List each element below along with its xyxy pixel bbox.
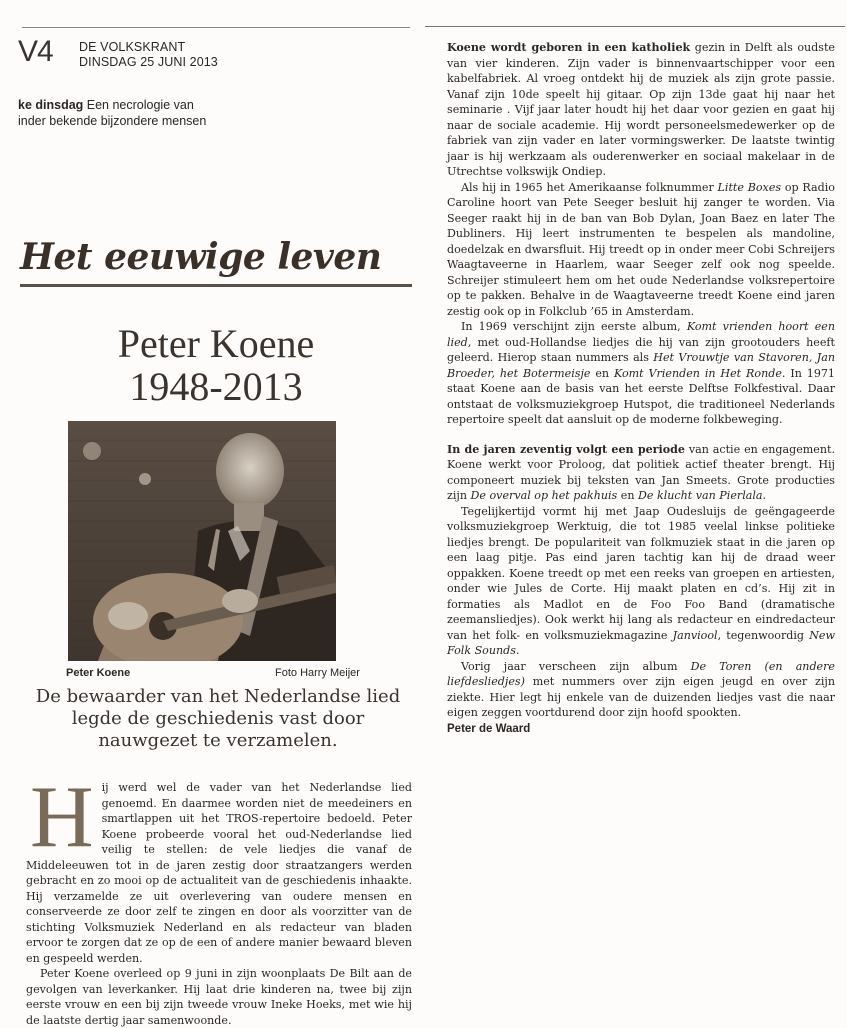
series-title-rule bbox=[20, 284, 412, 287]
section-gap bbox=[447, 428, 835, 442]
section-kicker bbox=[18, 97, 348, 129]
masthead bbox=[79, 40, 218, 70]
portrait-photo bbox=[68, 421, 336, 661]
paragraph: Peter Koene overleed op 9 juni in zijn woonplaats De Bilt aan de gevolgen van leverkanker. Hij laat drie kinderen na, twee bij zijn eerste vrouw en een bij zijn tweede vrouw Ineke Hoeks, met wie hij de laatste dertig jaar samenwoonde. bbox=[26, 967, 412, 1027]
paragraph: Als hij in 1965 het Amerikaanse folknummer Litte Boxes op Radio Caroline hoort van Pete Seeger besluit hij zanger te worden. Via Seeger raakt hij in de ban van Bob Dylan, Joan Baez en later The Dubliners. Hij leert instrumenten te bespelen als mandoline, doedelzak en dwarsfluit. Hij treedt op in onder meer Cobi Schreijers Waagtaveerne in Haarlem, waar Seeger zelf ook nog speelde. Schreijer stimuleert hem om het oude Nederlandse volksrepertoire op te pakken. Behalve in de Waagtaveerne treedt Koene eind jaren zestig ook op in Folkclub ’65 in Amsterdam. bbox=[447, 180, 835, 318]
paragraph: Koene wordt geboren in een katholiek gezin in Delft als oudste van vier kinderen. Zijn vader is binnenvaartschipper voor een kabelfabriek. Al vroeg ontdekt hij de muziek als zijn grote passie. Vanaf zijn 10de speelt hij gitaar. Op zijn 13de gaat hij naar het seminarie . Vijf jaar later houdt hij het daar voor gezien en gaat hij naar de sociale academie. Hij wordt personeelsmedewerker op de fabriek van zijn vader en later vormingswerker. De laatste twintig jaar is hij werkzaam als ouderenwerker en sociaal makelaar in de Utrechtse volkswijk Ondiep. bbox=[447, 41, 835, 178]
paragraph: In de jaren zeventig volgt een periode van actie en engagement. Koene werkt voor Proloog, dat politiek actief theater brengt. Hij componeert muziek bij teksten van Jan Smeets. Grote producties zijn De overval op het pakhuis en De klucht van Pierlala. bbox=[447, 442, 836, 502]
standfirst: De bewaarder van het Nederlandse lied legde de geschiedenis vast door nauwgezet te verzamelen. bbox=[35, 686, 401, 751]
publication-date: DINSDAG 25 JUNI 2013 bbox=[79, 55, 218, 69]
paragraph: Vorig jaar verscheen zijn album De Toren (en andere liefdesliedjes) met nummers over zijn eigen jeugd en over zijn ziekte. Hier legt hij enkele van de duizenden liedjes vast die naar eigen zeggen voortdurend door zijn hoofd spookten. bbox=[447, 659, 835, 719]
headline-name: Peter Koene bbox=[117, 321, 315, 366]
paragraph-lead: In de jaren zeventig volgt een periode bbox=[447, 442, 685, 456]
paragraph: In 1969 verschijnt zijn eerste album, Komt vrienden hoort een lied, met oud-Hollandse liedjes die hij van zijn grootouders heeft geleerd. Hierop staan nummers als Het Vrouwtje van Stavoren, Jan Broeder, het Botermeisje en Komt Vrienden in Het Ronde. In 1971 staat Koene aan de basis van het eerste Delftse Folkfestival. Daar ontstaat de volksmuziekgroep Hutspot, die traditioneel Nederlands repertoire speelt dat aansluit op de moderne folkbeweging. bbox=[447, 320, 836, 426]
paragraph: Hij werd wel de vader van het Nederlandse lied genoemd. En daarmee worden niet de meedeiners en smartlappen uit het TROS-repertoire bedoeld. Peter Koene probeerde vooral het oud-Nederlandse lied veilig te stellen: de vele liedjes die vanaf de Middeleeuwen tot in de jaren zestig door straatzangers werden gebracht en zo mooi op de actualiteit van de geschiedenis inhaakte. Hij verzamelde ze uit overlevering van oudere mensen en conserveerde ze door zelf te zingen en door als voorzitter van de stichting Volksmuziek Nederland en als redacteur van bladen ervoor te zorgen dat ze op de een of andere manier bewaard bleven en gespeeld werden. bbox=[26, 769, 412, 965]
photo-caption: Peter Koene bbox=[66, 667, 131, 679]
photo-credit: Foto Harry Meijer bbox=[275, 667, 360, 679]
kicker-line2: inder bekende bijzondere mensen bbox=[18, 114, 207, 128]
kicker-bold: ke dinsdag bbox=[18, 98, 84, 112]
page-number: V4 bbox=[18, 35, 53, 68]
kicker-text: Een necrologie van bbox=[83, 98, 194, 112]
publication-name: DE VOLKSKRANT bbox=[79, 40, 186, 54]
paragraph: Tegelijkertijd vormt hij met Jaap Oudesluijs de geëngageerde volksmuziekgroep Werktuig, die tot 1985 veelal linkse politieke liedjes brengt. De populariteit van folkmuziek staat in die jaren op een laag pitje. Pas eind jaren tachtig kan hij de draad weer oppakken. Koene treedt op met een reeks van groepen en artiesten, onder wie Jules de Corte. Hij maakt platen en cd’s. Hij zit in formaties als Madlot en de Foo Foo Band (dramatische zeemansliedjes). Ook werkt hij lang als redacteur en eindredacteur van het folk- en volksmuziekmagazine Janviool, tegenwoordig New Folk Sounds. bbox=[447, 504, 835, 657]
headline bbox=[20, 322, 412, 408]
drop-cap: H bbox=[30, 769, 94, 866]
article-body-right bbox=[447, 40, 835, 737]
top-rule-right bbox=[425, 26, 845, 27]
headline-years: 1948-2013 bbox=[129, 364, 303, 409]
series-title: Het eeuwige leven bbox=[20, 236, 382, 278]
author-byline: Peter de Waard bbox=[447, 722, 531, 735]
top-rule-left bbox=[22, 27, 410, 28]
paragraph-lead: Koene wordt geboren in een katholiek bbox=[447, 41, 691, 54]
photo-illustration bbox=[68, 421, 336, 661]
article-body-left bbox=[26, 769, 412, 1028]
